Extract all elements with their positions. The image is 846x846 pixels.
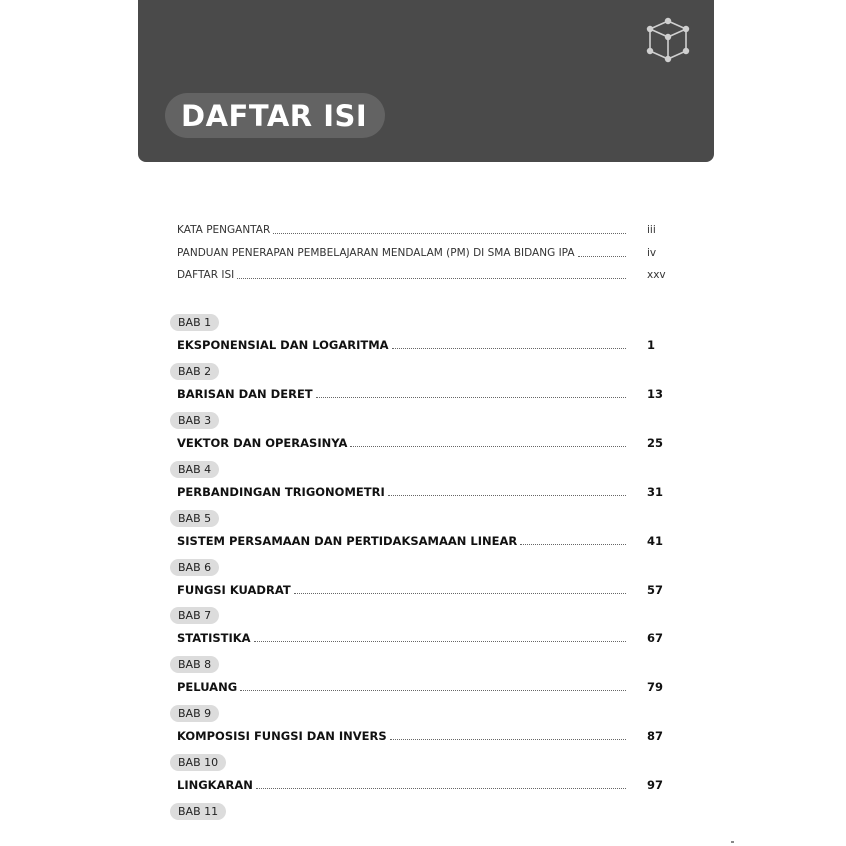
toc-entry-title: DAFTAR ISI	[177, 269, 235, 281]
front-matter-entry[interactable]	[177, 221, 669, 237]
chapter-badge: BAB 7	[170, 607, 219, 624]
chapter-entry[interactable]	[177, 581, 669, 597]
dot-leader	[237, 278, 626, 279]
chapter-entry[interactable]	[177, 678, 669, 694]
toc-entry-title: LINGKARAN	[177, 778, 253, 792]
toc-page-number: 1	[647, 338, 656, 352]
chapter-badge: BAB 5	[170, 510, 219, 527]
toc-entry-title: VEKTOR DAN OPERASINYA	[177, 436, 348, 450]
chapter-entry[interactable]	[177, 532, 669, 548]
cube-network-icon	[644, 17, 692, 65]
toc-page-number: 79	[647, 680, 664, 694]
page-corner-mark	[731, 841, 734, 843]
toc-page-number: 31	[647, 485, 664, 499]
dot-leader	[388, 495, 626, 496]
toc-page-number: 13	[647, 387, 664, 401]
chapter-entry[interactable]	[177, 336, 669, 352]
chapter-badge: BAB 10	[170, 754, 226, 771]
toc-entry-title: PANDUAN PENERAPAN PEMBELAJARAN MENDALAM (PM) DI SMA BIDANG IPA	[177, 247, 575, 259]
toc-page-number: iv	[647, 247, 657, 259]
toc-entry-title: BARISAN DAN DERET	[177, 387, 313, 401]
chapter-badge: BAB 4	[170, 461, 219, 478]
toc-page-number: iii	[647, 224, 656, 236]
toc-page-number: 97	[647, 778, 664, 792]
chapter-entry[interactable]	[177, 776, 669, 792]
front-matter-entry[interactable]	[177, 244, 669, 260]
chapter-entry[interactable]	[177, 385, 669, 401]
toc-entry-title: KATA PENGANTAR	[177, 224, 271, 236]
chapter-badge: BAB 2	[170, 363, 219, 380]
toc-entry-title: PERBANDINGAN TRIGONOMETRI	[177, 485, 385, 499]
chapter-badge: BAB 8	[170, 656, 219, 673]
chapter-entry[interactable]	[177, 727, 669, 743]
chapter-badge: BAB 1	[170, 314, 219, 331]
toc-page-number: xxv	[647, 269, 666, 281]
page-title-pill	[165, 93, 385, 138]
toc-page-number: 87	[647, 729, 664, 743]
toc-entry-title: KOMPOSISI FUNGSI DAN INVERS	[177, 729, 387, 743]
dot-leader	[316, 397, 626, 398]
toc-page-number: 67	[647, 631, 664, 645]
dot-leader	[390, 739, 626, 740]
dot-leader	[273, 233, 626, 234]
toc-entry-title: STATISTIKA	[177, 631, 251, 645]
chapter-entry[interactable]	[177, 483, 669, 499]
dot-leader	[294, 593, 626, 594]
page-title: DAFTAR ISI	[181, 98, 368, 133]
chapter-entry[interactable]	[177, 434, 669, 450]
dot-leader	[240, 690, 626, 691]
dot-leader	[520, 544, 626, 545]
chapter-badge: BAB 11	[170, 803, 226, 820]
toc-page-number: 57	[647, 583, 664, 597]
chapter-entry[interactable]	[177, 629, 669, 645]
dot-leader	[578, 256, 626, 257]
toc-entry-title: EKSPONENSIAL DAN LOGARITMA	[177, 338, 389, 352]
dot-leader	[392, 348, 626, 349]
dot-leader	[254, 641, 626, 642]
toc-entry-title: FUNGSI KUADRAT	[177, 583, 291, 597]
chapter-badge: BAB 6	[170, 559, 219, 576]
front-matter-entry[interactable]	[177, 266, 669, 282]
toc-entry-title: SISTEM PERSAMAAN DAN PERTIDAKSAMAAN LINEAR	[177, 534, 518, 548]
chapter-badge: BAB 9	[170, 705, 219, 722]
dot-leader	[350, 446, 626, 447]
toc-page-number: 25	[647, 436, 664, 450]
chapter-badge: BAB 3	[170, 412, 219, 429]
toc-header-banner	[138, 0, 714, 162]
dot-leader	[256, 788, 626, 789]
toc-page-number: 41	[647, 534, 664, 548]
toc-entry-title: PELUANG	[177, 680, 238, 694]
